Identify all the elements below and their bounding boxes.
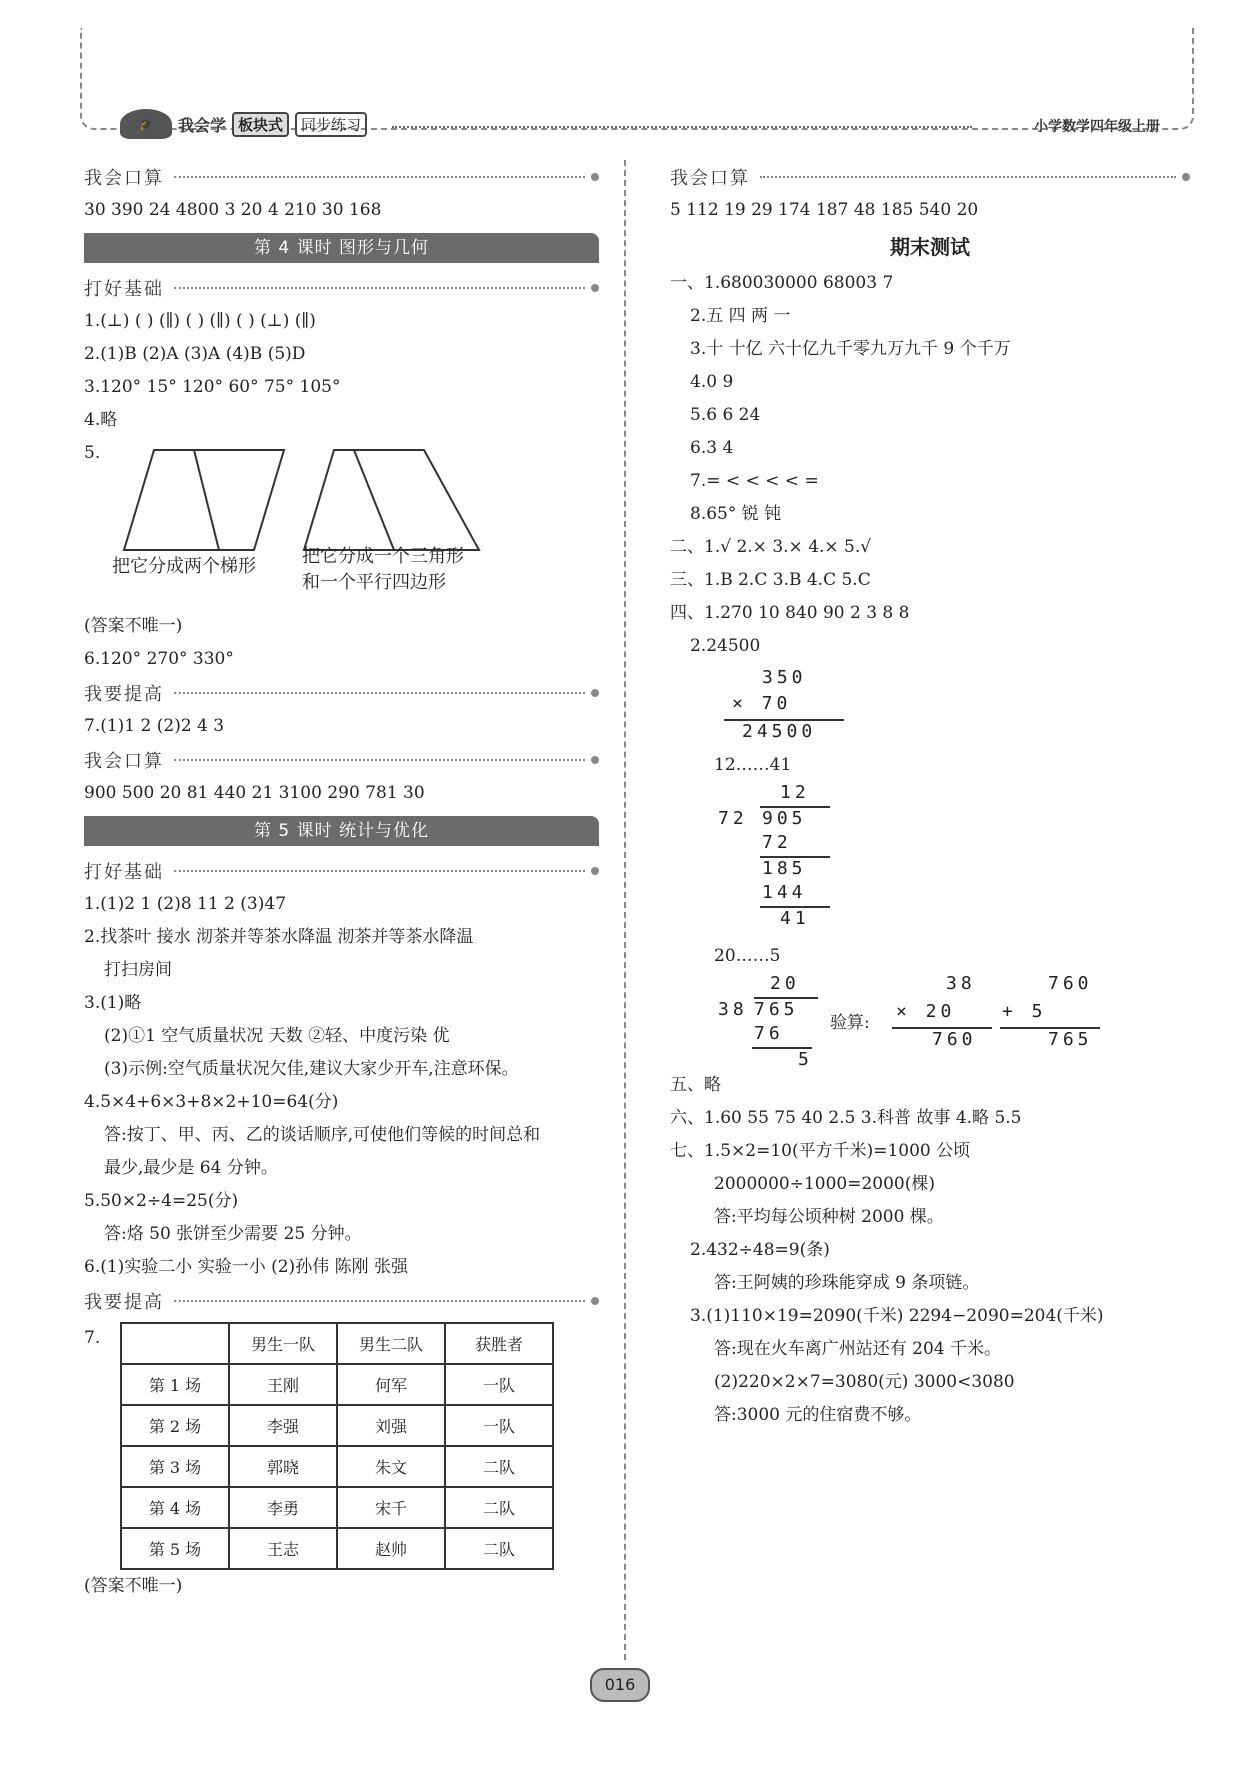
- calc-digit: 72: [718, 808, 748, 829]
- table-cell: 赵帅: [337, 1528, 445, 1569]
- table-cell: 第 1 场: [121, 1364, 229, 1405]
- section-title: 打好基础: [84, 854, 599, 888]
- table-cell: 何军: [337, 1364, 445, 1405]
- figure-caption: 把它分成两个梯形: [112, 556, 256, 577]
- calc-digit: 185: [762, 858, 807, 879]
- calc-digit: 144: [762, 882, 807, 903]
- table-row: [121, 1528, 553, 1569]
- section-title: 我要提高: [84, 676, 599, 710]
- answer-line: 一、1.680030000 68003 7: [670, 273, 894, 293]
- answer-line: 20……5: [714, 946, 781, 966]
- answer-line: (3)示例:空气质量状况欠佳,建议大家少开车,注意环保。: [104, 1059, 519, 1079]
- match-table: [120, 1322, 554, 1570]
- answer-line: 5.50×2÷4=25(分): [84, 1191, 239, 1211]
- table-cell: 一队: [445, 1364, 553, 1405]
- calc-digit: 760: [932, 1029, 977, 1050]
- calc-digit: 905: [762, 808, 807, 829]
- table-cell: [121, 1323, 229, 1364]
- answer-line: 答:按丁、甲、丙、乙的谈话顺序,可使他们等候的时间总和: [104, 1125, 541, 1145]
- brand-box-2: 同步练习: [295, 112, 367, 137]
- table-cell: 第 4 场: [121, 1487, 229, 1528]
- note: (答案不唯一): [84, 1576, 183, 1596]
- answer-line: 30 390 24 4800 3 20 4 210 30 168: [84, 200, 382, 220]
- answer-line: 1.(1)2 1 (2)8 11 2 (3)47: [84, 894, 287, 914]
- answer-line: 12……41: [714, 755, 792, 775]
- header-brand: [120, 108, 367, 140]
- calc-digit: 76: [754, 1023, 784, 1044]
- calc-digit: 20: [770, 973, 800, 994]
- section-title: 我要提高: [84, 1284, 599, 1318]
- table-cell: 朱文: [337, 1446, 445, 1487]
- table-cell: 宋千: [337, 1487, 445, 1528]
- figure-caption: 把它分成一个三角形: [302, 546, 464, 567]
- answer-line: 3.(1)110×19=2090(千米) 2294−2090=204(千米): [690, 1306, 1104, 1326]
- exam-title: 期末测试: [890, 235, 970, 259]
- answer-line: 3.(1)略: [84, 993, 142, 1013]
- answer-line: 2.(1)B (2)A (3)A (4)B (5)D: [84, 344, 306, 364]
- answer-line: 7.: [84, 1328, 101, 1348]
- book-title: 小学数学四年级上册: [1034, 119, 1160, 135]
- calc-digit: 12: [780, 782, 810, 803]
- answer-line: 2.432÷48=9(条): [690, 1240, 830, 1260]
- answer-line: 2.五 四 两 一: [690, 306, 791, 326]
- table-cell: 李勇: [229, 1487, 337, 1528]
- answer-line: 2.找茶叶 接水 沏茶并等茶水降温 沏茶并等茶水降温: [84, 927, 474, 947]
- section-title: 打好基础: [84, 271, 599, 305]
- table-cell: 一队: [445, 1405, 553, 1446]
- section-title: 我会口算: [84, 160, 599, 194]
- check-label: 验算:: [830, 1013, 870, 1033]
- answer-line: 五、略: [670, 1075, 721, 1095]
- answer-line: 7.(1)1 2 (2)2 4 3: [84, 716, 225, 736]
- answer-line: 5.6 6 24: [690, 405, 761, 425]
- table-cell: 刘强: [337, 1405, 445, 1446]
- calc-digit: 5: [798, 1049, 813, 1070]
- note: (答案不唯一): [84, 616, 183, 636]
- answer-line: 二、1.√ 2.× 3.× 4.× 5.√: [670, 537, 872, 557]
- answer-line: (2)220×2×7=3080(元) 3000<3080: [714, 1372, 1015, 1392]
- calc-digit: + 5: [1002, 1001, 1047, 1022]
- answer-line: 6.3 4: [690, 438, 734, 458]
- lesson-bar: 第 5 课时 统计与优化: [84, 816, 599, 846]
- logo-icon: 🎓: [120, 109, 172, 139]
- calc-digit: 765: [1048, 1029, 1093, 1050]
- answer-line: 4.0 9: [690, 372, 734, 392]
- right-column: [670, 160, 1190, 1432]
- answer-line: 4.略: [84, 410, 118, 430]
- calc-digit: × 20: [896, 1001, 956, 1022]
- calc-digit: 38: [718, 999, 748, 1020]
- answer-line: 2.24500: [690, 636, 761, 656]
- answer-line: 答:王阿姨的珍珠能穿成 9 条项链。: [714, 1273, 980, 1293]
- table-wrap: [84, 1322, 599, 1570]
- calc-digit: 760: [1048, 973, 1093, 994]
- header-dotted-line: [392, 126, 972, 128]
- answer-line: (2)①1 空气质量状况 天数 ②轻、中度污染 优: [104, 1026, 450, 1046]
- table-row: [121, 1487, 553, 1528]
- calc-digit: 24500: [742, 721, 817, 742]
- table-header-row: [121, 1323, 553, 1364]
- answer-line: 答:平均每公顷种树 2000 棵。: [714, 1207, 944, 1227]
- left-column: [84, 160, 599, 1603]
- brand-box-1: 板块式: [232, 112, 289, 137]
- division-work-2: [670, 973, 1190, 1069]
- calc-digit: 38: [946, 973, 976, 994]
- section-title: 我会口算: [670, 160, 1190, 194]
- calc-digit: 350: [762, 667, 807, 688]
- table-cell: 二队: [445, 1528, 553, 1569]
- table-cell: 王志: [229, 1528, 337, 1569]
- answer-line: 8.65° 锐 钝: [690, 504, 782, 524]
- answer-line: 6.(1)实验二小 实验一小 (2)孙伟 陈刚 张强: [84, 1257, 408, 1277]
- answer-line: 4.5×4+6×3+8×2+10=64(分): [84, 1092, 339, 1112]
- brand-name: 我会学: [178, 115, 227, 135]
- answer-line: 打扫房间: [104, 960, 172, 980]
- multiplication-work: [670, 663, 1190, 749]
- section-title: 我会口算: [84, 743, 599, 777]
- answer-line: 7.= < < < < =: [690, 471, 819, 491]
- table-cell: 二队: [445, 1487, 553, 1528]
- answer-line: 5.: [84, 443, 101, 463]
- table-cell: 获胜者: [445, 1323, 553, 1364]
- answer-line: 3.120° 15° 120° 60° 75° 105°: [84, 377, 341, 397]
- answer-line: 答:3000 元的住宿费不够。: [714, 1405, 922, 1425]
- answer-line: 六、1.60 55 75 40 2.5 3.科普 故事 4.略 5.5: [670, 1108, 1022, 1128]
- lesson-bar: 第 4 课时 图形与几何: [84, 233, 599, 263]
- division-work-1: [670, 782, 1190, 932]
- answer-line: 七、1.5×2=10(平方千米)=1000 公顷: [670, 1141, 971, 1161]
- answer-line: 最少,最少是 64 分钟。: [104, 1158, 278, 1178]
- table-cell: 二队: [445, 1446, 553, 1487]
- answer-line: 四、1.270 10 840 90 2 3 8 8: [670, 603, 910, 623]
- answer-line: 6.120° 270° 330°: [84, 649, 234, 669]
- answer-line: 900 500 20 81 440 21 3100 290 781 30: [84, 783, 425, 803]
- answer-line: 答:现在火车离广州站还有 204 千米。: [714, 1339, 1001, 1359]
- figure-caption: 和一个平行四边形: [302, 572, 446, 593]
- table-cell: 男生一队: [229, 1323, 337, 1364]
- table-cell: 第 2 场: [121, 1405, 229, 1446]
- table-row: [121, 1405, 553, 1446]
- calc-digit: 765: [754, 999, 799, 1020]
- table-cell: 第 3 场: [121, 1446, 229, 1487]
- calc-digit: 72: [762, 832, 792, 853]
- shape-figures: [84, 470, 599, 610]
- page-number: 016: [590, 1668, 650, 1702]
- answer-line: 5 112 19 29 174 187 48 185 540 20: [670, 200, 979, 220]
- table-cell: 第 5 场: [121, 1528, 229, 1569]
- table-cell: 郭晓: [229, 1446, 337, 1487]
- answer-line: 2000000÷1000=2000(棵): [714, 1174, 935, 1194]
- column-divider: [624, 160, 626, 1660]
- calc-digit: × 70: [732, 693, 792, 714]
- table-row: [121, 1364, 553, 1405]
- table-cell: 男生二队: [337, 1323, 445, 1364]
- answer-line: 1.(⊥) ( ) (∥) ( ) (∥) ( ) (⊥) (∥): [84, 311, 316, 331]
- answer-line: 答:烙 50 张饼至少需要 25 分钟。: [104, 1224, 362, 1244]
- table-row: [121, 1446, 553, 1487]
- table-cell: 王刚: [229, 1364, 337, 1405]
- table-cell: 李强: [229, 1405, 337, 1446]
- answer-line: 三、1.B 2.C 3.B 4.C 5.C: [670, 570, 871, 590]
- calc-digit: 41: [780, 908, 810, 929]
- answer-line: 3.十 十亿 六十亿九千零九万九千 9 个千万: [690, 339, 1011, 359]
